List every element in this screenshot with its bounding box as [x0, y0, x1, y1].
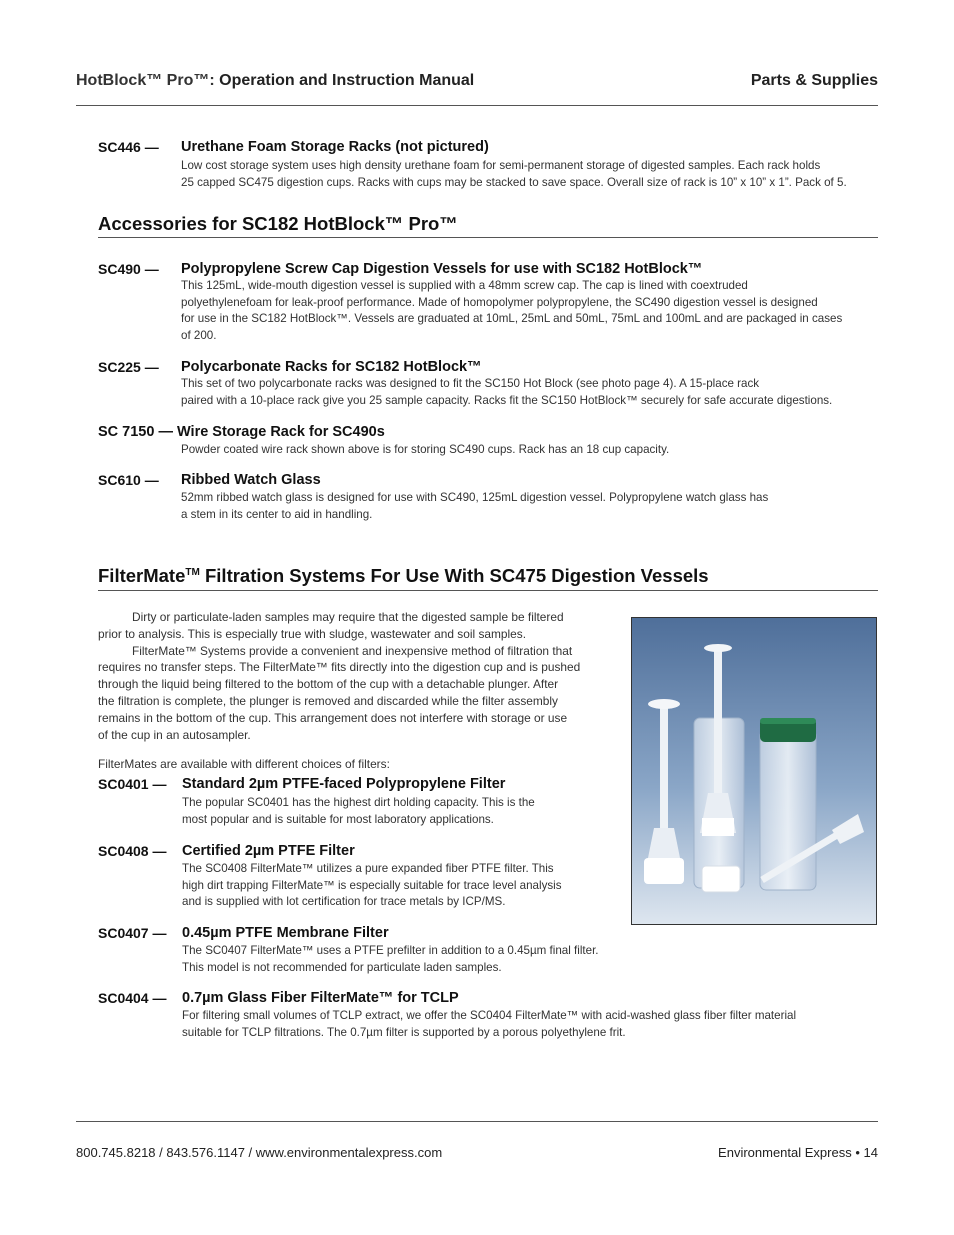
section-rule-filtermate — [98, 590, 878, 591]
item-desc-sc610: 52mm ribbed watch glass is designed for use with SC490, 125mL digestion vessel. Polypropylene watch glass has a stem in its center to aid in handling. — [181, 491, 769, 521]
item-desc-sc225: This set of two polycarbonate racks was designed to fit the SC150 Hot Block (see photo page 4). A 15-place rack paired with a 10-place rack give you 25 sample capacity. Racks fit the SC150 HotBlock™ securely for safe accurate digestions. — [181, 377, 833, 407]
item-title-sc7150: SC 7150 — Wire Storage Rack for SC490s — [98, 424, 385, 440]
item-title-sc0407: 0.45µm PTFE Membrane Filter — [182, 925, 389, 941]
section-heading-accessories: Accessories for SC182 HotBlock™ Pro™ — [98, 213, 458, 234]
item-desc-sc0407: The SC0407 FilterMate™ uses a PTFE prefilter in addition to a 0.45µm final filter. This model is not recommended for particulate laden samples. — [182, 944, 599, 974]
footer-rule — [76, 1121, 878, 1122]
running-header-title — [76, 72, 474, 90]
header-section-name: Parts & Supplies — [750, 72, 878, 89]
filtermate-product-photo — [631, 617, 877, 925]
section-heading-filtermate: FilterMate™ Filtration Systems For Use With SC475 Digestion Vessels — [98, 565, 709, 586]
item-code-sc0401: SC0401 — — [98, 776, 167, 792]
item-title-sc610: Ribbed Watch Glass — [181, 472, 321, 488]
item-desc-sc446: Low cost storage system uses high density urethane foam for semi-permanent storage of digested samples. Each rack holds 25 capped SC475 digestion cups. Racks with cups may be stacked to save space. Overall size of rack is 10” x 10” x 1”. Pack of 5. — [181, 159, 847, 189]
item-title-sc446: Urethane Foam Storage Racks (not pictured) — [181, 139, 489, 155]
item-desc-sc0404: For filtering small volumes of TCLP extract, we offer the SC0404 FilterMate™ with acid-washed glass fiber filter material suitable for TCLP filtrations. The 0.7µm filter is supported by a porous polyethylene frit. — [182, 1009, 797, 1039]
header-manual-title: Operation and Instruction Manual — [219, 72, 475, 89]
header-rule — [76, 105, 878, 106]
filtermate-photo-illustration — [632, 618, 877, 925]
item-code-sc610: SC610 — — [98, 472, 159, 488]
item-code-sc225: SC225 — — [98, 359, 159, 375]
header-brand: HotBlock™ Pro™: — [76, 72, 215, 89]
footer-page-info — [718, 1145, 878, 1160]
item-code-sc0407: SC0407 — — [98, 925, 167, 941]
filtermate-choices-text: FilterMates are available with different choices of filters: — [98, 757, 390, 771]
item-desc-sc490: This 125mL, wide-mouth digestion vessel is supplied with a 48mm screw cap. The cap is lined with coextruded polyethylenefoam for leak-proof performance. Made of homopolymer polypropylene, the SC490 digestion vessel is designed for use in the SC182 HotBlock™. Vessels are graduated at 10mL, 25mL and 50mL, 75mL and 100mL and are packaged in cases of 200. — [181, 279, 843, 342]
item-title-sc0401: Standard 2µm PTFE-faced Polypropylene Filter — [182, 776, 506, 792]
filtermate-intro: Dirty or particulate-laden samples may require that the digested sample be filtered prior to analysis. This is especially true with sludge, wastewater and soil samples. FilterMate™ Systems provide a convenient and inexpensive method of filtration that requires no transfer steps. The FilterMate™ fits directly into the digestion cup and is pushed through the liquid being filtered to the bottom of the cup with a detachable plunger. After the filtration is complete, the plunger is removed and discarded while the filter assembly remains in the bottom of the cup. This arrangement does not interfere with storage or use of the cup in an autosampler. — [98, 610, 581, 742]
item-desc-sc0401: The popular SC0401 has the highest dirt holding capacity. This is the most popular and is suitable for most laboratory applications. — [182, 796, 535, 826]
item-title-sc0404: 0.7µm Glass Fiber FilterMate™ for TCLP — [182, 990, 459, 1006]
item-desc-sc0408: The SC0408 FilterMate™ utilizes a pure expanded fiber PTFE filter. This high dirt trapping FilterMate™ is especially suitable for trace level analysis and is supplied with lot certification for trace metals by ICP/MS. — [182, 862, 562, 909]
item-code-sc446: SC446 — — [98, 139, 159, 155]
item-code-sc490: SC490 — — [98, 261, 159, 277]
item-title-sc0408: Certified 2µm PTFE Filter — [182, 843, 355, 859]
footer-contact: 800.745.8218 / 843.576.1147 / www.environmentalexpress.com — [76, 1145, 443, 1160]
section-rule-accessories — [98, 237, 878, 238]
item-desc-sc7150: Powder coated wire rack shown above is for storing SC490 cups. Rack has an 18 cup capacity. — [181, 443, 670, 456]
item-title-sc490: Polypropylene Screw Cap Digestion Vessels for use with SC182 HotBlock™ — [181, 261, 703, 277]
item-code-sc0404: SC0404 — — [98, 990, 167, 1006]
item-title-sc225: Polycarbonate Racks for SC182 HotBlock™ — [181, 359, 482, 375]
footer-company: Environmental Express — [718, 1145, 852, 1160]
footer-bullet: • — [855, 1145, 860, 1160]
page-number: 14 — [863, 1145, 878, 1160]
item-code-sc0408: SC0408 — — [98, 843, 167, 859]
